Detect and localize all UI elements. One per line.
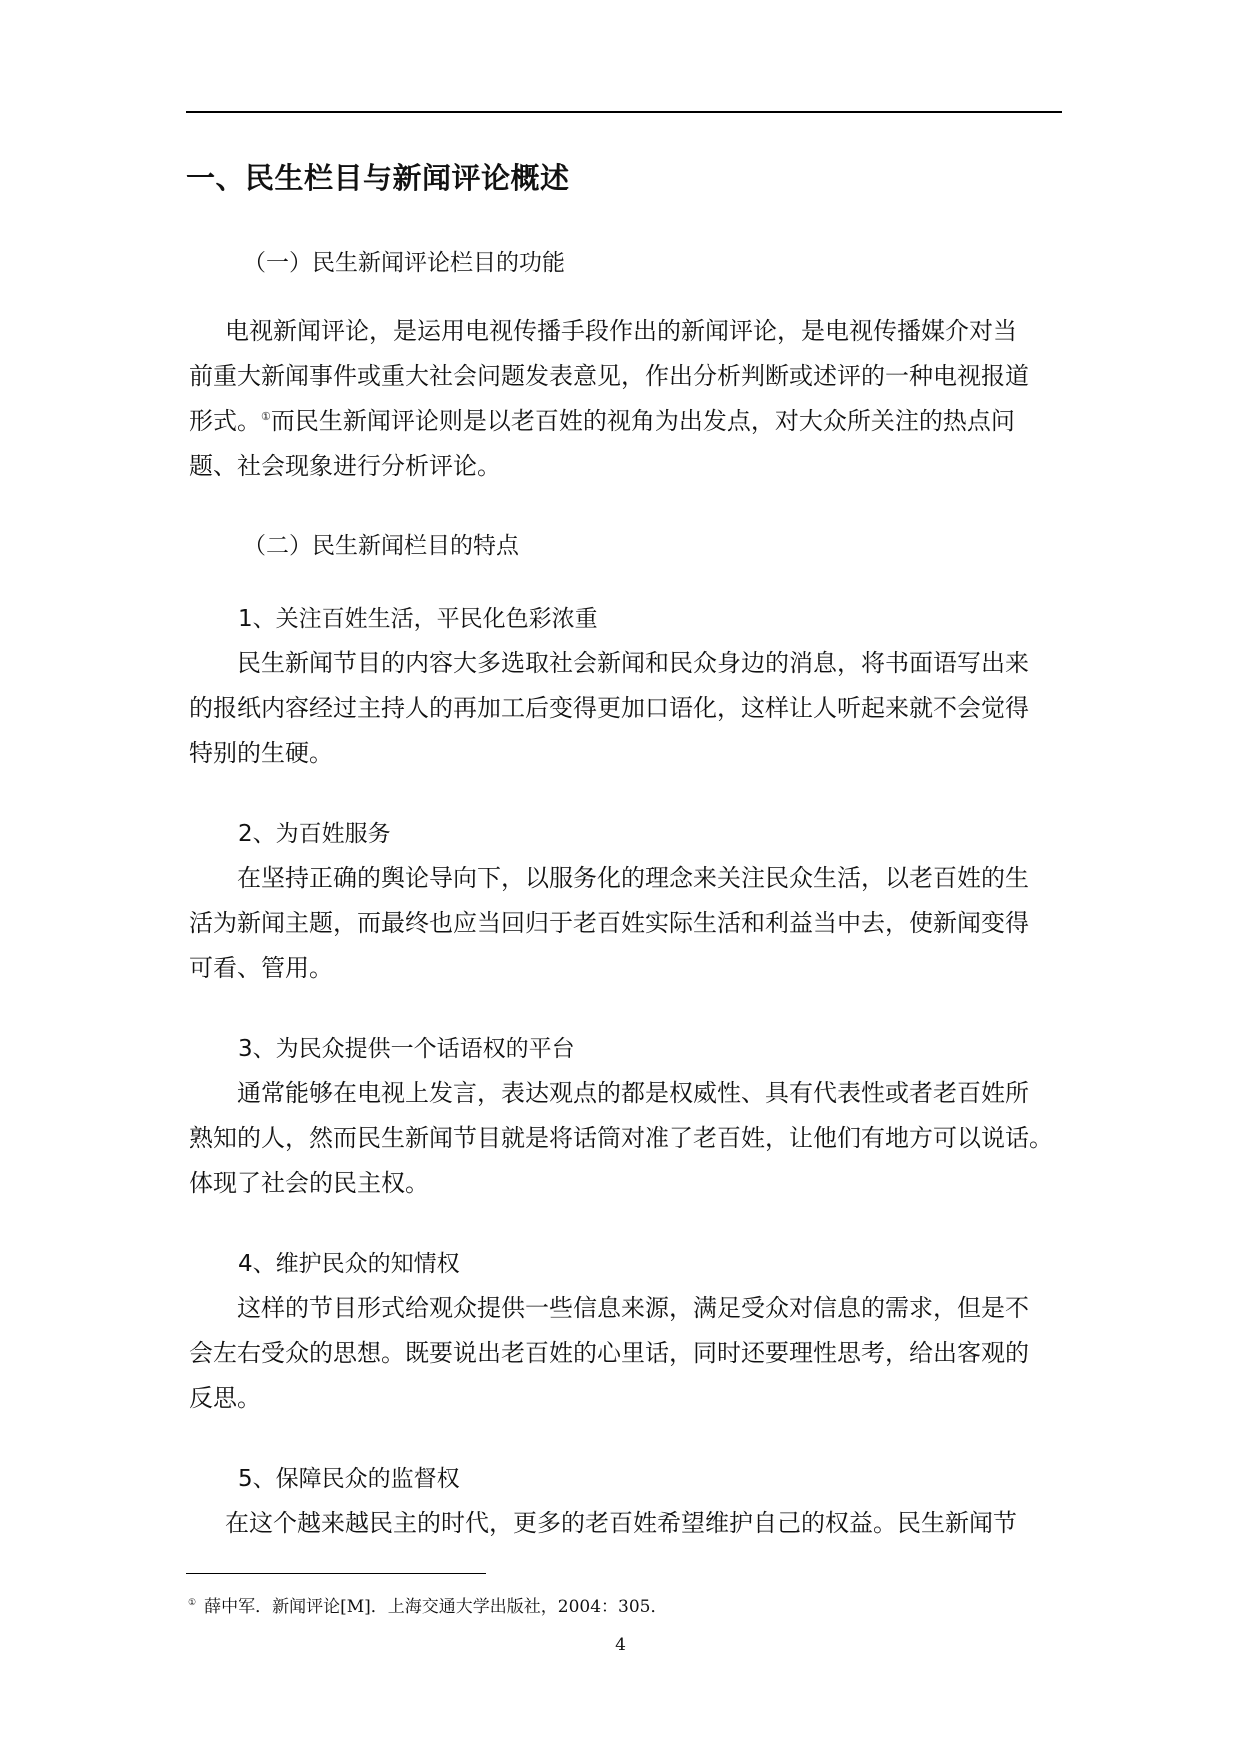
paragraph-function	[189, 309, 1059, 489]
paragraph-line: 反思。	[189, 1384, 261, 1412]
feature-heading-3: 3、为民众提供一个话语权的平台	[238, 1036, 575, 1062]
page-number: 4	[615, 1635, 626, 1655]
footnote-ref[interactable]: ①	[261, 410, 271, 423]
feature-heading-2: 2、为百姓服务	[238, 821, 391, 847]
paragraph-feature-3	[189, 1071, 1059, 1206]
paragraph-line: 这样的节目形式给观众提供一些信息来源，满足受众对信息的需求，但是不	[237, 1294, 1029, 1322]
paragraph-line: 在坚持正确的舆论导向下，以服务化的理念来关注民众生活，以老百姓的生	[237, 864, 1029, 892]
paragraph-line: 通常能够在电视上发言，表达观点的都是权威性、具有代表性或者老百姓所	[237, 1079, 1029, 1107]
line-text: 形式。	[189, 407, 261, 435]
paragraph-feature-2	[189, 856, 1059, 991]
paragraph-line: 的报纸内容经过主持人的再加工后变得更加口语化，这样让人听起来就不会觉得	[189, 694, 1029, 722]
paragraph-line: 题、社会现象进行分析评论。	[189, 452, 501, 480]
paragraph-line: 电视新闻评论，是运用电视传播手段作出的新闻评论，是电视传播媒介对当	[225, 317, 1017, 345]
paragraph-line: 熟知的人，然而民生新闻节目就是将话筒对准了老百姓，让他们有地方可以说话。	[189, 1124, 1053, 1152]
line-text: 而民生新闻评论则是以老百姓的视角为出发点，对大众所关注的热点问	[270, 407, 1015, 435]
chapter-heading: 一、民生栏目与新闻评论概述	[186, 161, 570, 195]
feature-heading-5: 5、保障民众的监督权	[238, 1466, 460, 1492]
paragraph-line: 活为新闻主题，而最终也应当回归于老百姓实际生活和利益当中去，使新闻变得	[189, 909, 1029, 937]
section-heading-1: （一）民生新闻评论栏目的功能	[243, 250, 565, 276]
paragraph-line: 特别的生硬。	[189, 739, 333, 767]
footnote-mark: ①	[188, 1598, 197, 1609]
feature-heading-4: 4、维护民众的知情权	[238, 1251, 460, 1277]
paragraph-line: 会左右受众的思想。既要说出老百姓的心里话，同时还要理性思考，给出客观的	[189, 1339, 1029, 1367]
paragraph-line	[189, 399, 1059, 444]
paragraph-line: 民生新闻节目的内容大多选取社会新闻和民众身边的消息，将书面语写出来	[237, 649, 1029, 677]
paragraph-feature-4	[189, 1286, 1059, 1421]
section-heading-2: （二）民生新闻栏目的特点	[243, 533, 519, 559]
footnote-rule	[186, 1573, 486, 1574]
footnote	[188, 1592, 667, 1617]
paragraph-feature-5	[189, 1501, 1059, 1546]
feature-heading-1: 1、关注百姓生活，平民化色彩浓重	[238, 606, 598, 632]
footnote-text: 薛中军．新闻评论[M]．上海交通大学出版社，2004：305．	[204, 1597, 668, 1617]
header-rule	[186, 111, 1062, 113]
paragraph-line: 在这个越来越民主的时代，更多的老百姓希望维护自己的权益。民生新闻节	[225, 1509, 1017, 1537]
paragraph-line: 体现了社会的民主权。	[189, 1169, 429, 1197]
paragraph-line: 可看、管用。	[189, 954, 333, 982]
paragraph-feature-1	[189, 641, 1059, 776]
paragraph-line: 前重大新闻事件或重大社会问题发表意见，作出分析判断或述评的一种电视报道	[189, 362, 1029, 390]
